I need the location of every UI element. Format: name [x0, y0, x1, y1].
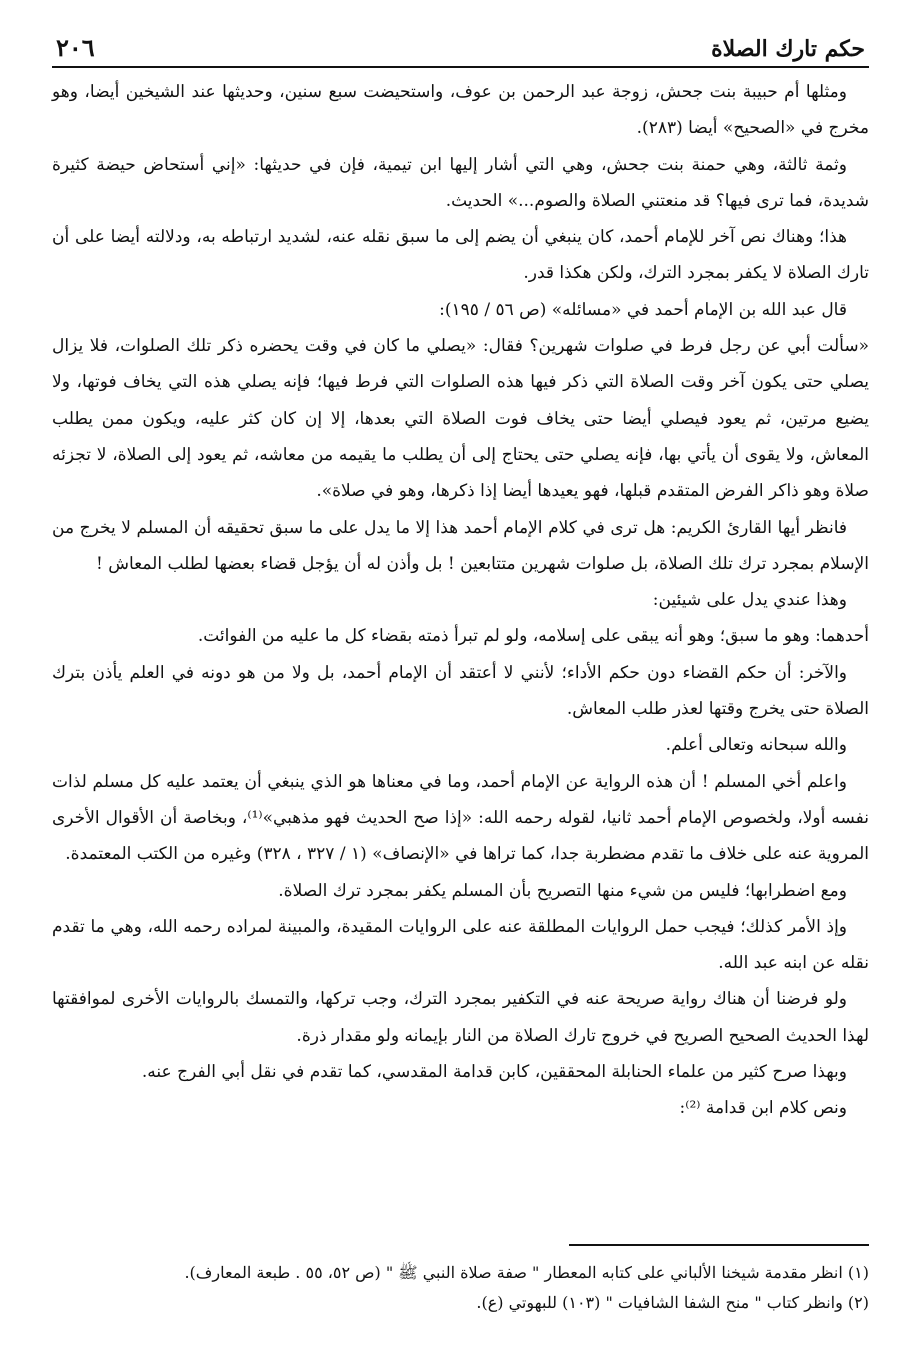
footnote: (٢) وانظر كتاب " منح الشفا الشافيات " (١٠٣) للبهوتي (ع). [476, 1293, 869, 1312]
page-header [52, 26, 869, 68]
paragraph: ولو فرضنا أن هناك رواية صريحة عنه في التكفير بمجرد الترك، وجب تركها، والتمسك بالروايات الأخرى لموافقتها لهذا الحديث الصحيح الصريح في خروج تارك الصلاة من النار بإيمانه ولو مقدار ذرة. [52, 989, 869, 1046]
paragraph: أحدهما: وهو ما سبق؛ وهو أنه يبقى على إسلامه، ولو لم تبرأ ذمته بقضاء كل ما عليه من الفوائت. [197, 626, 869, 647]
paragraph: ونص كلام ابن قدامة ⁽²⁾: [679, 1098, 847, 1119]
paragraph: وهذا عندي يدل على شيئين: [652, 590, 847, 611]
paragraph: والآخر: أن حكم القضاء دون حكم الأداء؛ لأنني لا أعتقد أن الإمام أحمد، بل ولا من هو دونه في العلم يأذن بترك الصلاة حتى يخرج وقتها لعذر طلب المعاش. [52, 662, 869, 720]
paragraph: والله سبحانه وتعالى أعلم. [665, 735, 847, 756]
quote-paragraph: «سألت أبي عن رجل فرط في صلوات شهرين؟ فقال: «يصلي ما كان في وقت يحضره ذكر تلك الصلوات، فلا يزال يصلي حتى يكون آخر وقت الصلاة التي ذكر فيها هذه الصلوات التي فرط فيها؛ فإنه يصلي هذه التي يخاف فوتها، ولا يضيع مرتين، ثم يعود فيصلي أيضا حتى يخاف فوت الصلاة التي بعدها، إلا إن كان كثر عليه، ويكون ممن يطلب المعاش، ولا يقوى أن يأتي بها، فإنه يصلي حتى يحتاج إلى أن يطلب ما يقيمه من معاشه، ثم يعود إلى الصلاة، لا تجزئه صلاة وهو ذاكر الفرض المتقدم قبلها، فهو يعيدها أيضا إذا ذكرها، وهو في صلاة». [52, 336, 869, 502]
paragraph: ومثلها أم حبيبة بنت جحش، زوجة عبد الرحمن بن عوف، واستحيضت سبع سنين، وحديثها عند الشيخين أيضا، وهو مخرج في «الصحيح» أيضا (٢٨٣). [52, 82, 869, 139]
paragraph: فانظر أيها القارئ الكريم: هل ترى في كلام الإمام أحمد هذا إلا ما يدل على ما سبق تحقيقه أن المسلم لا يخرج من الإسلام بمجرد ترك تلك الصلاة، بل صلوات شهرين متتابعين ! بل وأذن له أن يؤجل قضاء بعضها لطلب المعاش ! [52, 517, 869, 574]
paragraph: وإذ الأمر كذلك؛ فيجب حمل الروايات المطلقة عنه على الروايات المقيدة، والمبينة لمراده رحمه الله، وهي ما تقدم نقله عن ابنه عبد الله. [52, 916, 869, 974]
paragraph: وبهذا صرح كثير من علماء الحنابلة المحققين، كابن قدامة المقدسي، كما تقدم في نقل أبي الفرج عنه. [141, 1062, 847, 1083]
paragraph: ومع اضطرابها؛ فليس من شيء منها التصريح بأن المسلم يكفر بمجرد ترك الصلاة. [278, 880, 847, 901]
footnote: (١) انظر مقدمة شيخنا الألباني على كتابه المعطار " صفة صلاة النبي ﷺ " (ص ٥٢، ٥٥ . طبعة المعارف). [184, 1263, 869, 1282]
page-number: ٢٠٦ [56, 33, 95, 62]
paragraph: هذا؛ وهناك نص آخر للإمام أحمد، كان ينبغي أن يضم إلى ما سبق نقله عنه، لشديد ارتباطه به، ودلالته أيضا على أن تارك الصلاة لا يكفر بمجرد الترك، ولكن هكذا قدر. [52, 227, 869, 284]
paragraph: وثمة ثالثة، وهي حمنة بنت جحش، وهي التي أشار إليها ابن تيمية، فإن في حديثها: «إني أستحاض حيضة كثيرة شديدة، فما ترى فيها؟ قد منعتني الصلاة والصوم...» الحديث. [52, 154, 869, 211]
page-body [52, 74, 869, 1127]
running-title: حكم تارك الصلاة [711, 36, 865, 62]
footnotes [52, 1258, 869, 1318]
paragraph: قال عبد الله بن الإمام أحمد في «مسائله» (ص ٥٦ / ١٩٥): [439, 299, 847, 320]
footnote-separator [569, 1244, 869, 1246]
paragraph: واعلم أخي المسلم ! أن هذه الرواية عن الإمام أحمد، وما في معناها هو الذي ينبغي أن يعتمد عليه كل مسلم لذات نفسه أولا، ولخصوص الإمام أحمد ثانيا، لقوله رحمه الله: «إذا صح الحديث فهو مذهبي»⁽¹⁾، وبخاصة أن الأقوال الأخرى المروية عنه على خلاف ما تقدم مضطربة جدا، كما تراها في «الإنصاف» (١ / ٣٢٧ ، ٣٢٨) وغيره من الكتب المعتمدة. [52, 771, 869, 865]
